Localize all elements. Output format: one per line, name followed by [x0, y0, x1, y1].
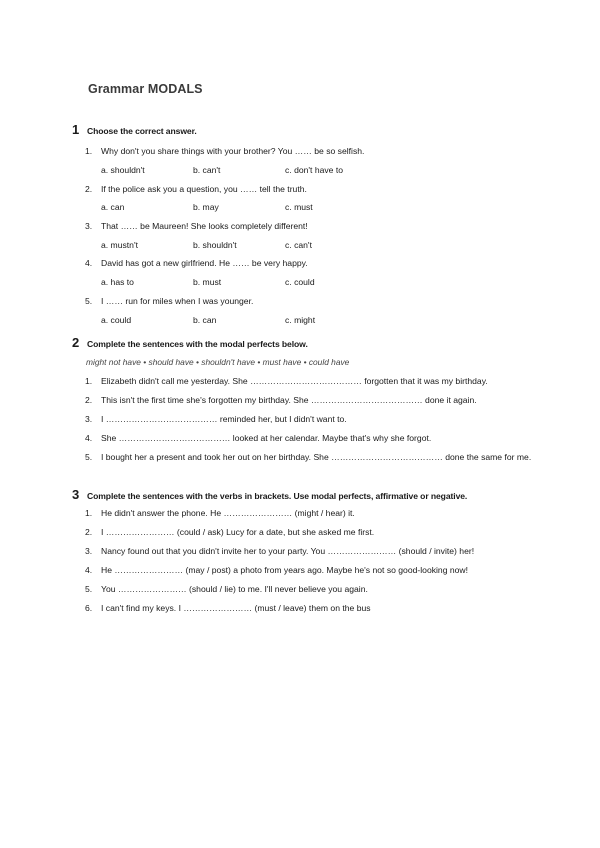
section-number: 3	[72, 487, 80, 502]
question-text: This isn't the first time she's forgotten my birthday. She ………………………………… done it again.	[101, 395, 477, 405]
question-text: He didn't answer the phone. He …………………… (might / hear) it.	[101, 508, 355, 518]
question-text: I ………………………………… reminded her, but I didn't want to.	[101, 414, 347, 424]
option-a[interactable]: a. mustn't	[101, 240, 138, 250]
question-number: 3.	[85, 414, 93, 424]
section-number: 1	[72, 122, 80, 137]
option-b[interactable]: b. can't	[193, 165, 221, 175]
question-number: 1.	[85, 508, 93, 518]
question-1-5	[85, 296, 535, 307]
word-box: might not have • should have • shouldn't have • must have • could have	[86, 357, 350, 367]
question-number: 3.	[85, 546, 93, 556]
question-1-3	[85, 221, 535, 232]
question-number: 2.	[85, 527, 93, 537]
question-number: 3.	[85, 221, 93, 231]
question-text: Why don't you share things with your brother? You …… be so selfish.	[101, 146, 365, 156]
options-1-4	[101, 277, 377, 287]
option-b[interactable]: b. must	[193, 277, 222, 287]
option-c[interactable]: c. don't have to	[285, 165, 344, 175]
question-number: 2.	[85, 395, 93, 405]
question-number: 5.	[85, 584, 93, 594]
question-3-6	[85, 603, 535, 614]
option-a[interactable]: a. shouldn't	[101, 165, 145, 175]
question-number: 5.	[85, 452, 93, 462]
question-1-1	[85, 146, 535, 157]
question-text: Nancy found out that you didn't invite her to your party. You …………………… (should / invite) her!	[101, 546, 475, 556]
question-text: David has got a new girlfriend. He …… be very happy.	[101, 258, 308, 268]
question-text: He …………………… (may / post) a photo from years ago. Maybe he's not so good-looking now!	[101, 565, 469, 575]
question-3-2	[85, 527, 535, 538]
page-title: Grammar MODALS	[88, 82, 203, 96]
options-1-5	[101, 315, 377, 325]
question-number: 6.	[85, 603, 93, 613]
section-2-header	[72, 335, 308, 350]
question-3-5	[85, 584, 535, 595]
question-3-1	[85, 508, 535, 519]
question-2-4	[85, 433, 535, 444]
question-text: She ………………………………… looked at her calendar. Maybe that's why she forgot.	[101, 433, 432, 443]
option-a[interactable]: a. could	[101, 315, 132, 325]
question-number: 4.	[85, 565, 93, 575]
section-instruction: Complete the sentences with the modal perfects below.	[87, 339, 308, 349]
question-text: I …………………… (could / ask) Lucy for a date, but she asked me first.	[101, 527, 375, 537]
question-text: I bought her a present and took her out on her birthday. She ………………………………… done the same for me.	[101, 452, 532, 462]
option-c[interactable]: c. might	[285, 315, 316, 325]
option-b[interactable]: b. can	[193, 315, 217, 325]
option-c[interactable]: c. could	[285, 277, 315, 287]
question-text: If the police ask you a question, you …… tell the truth.	[101, 184, 307, 194]
option-b[interactable]: b. shouldn't	[193, 240, 237, 250]
options-1-1	[101, 165, 377, 175]
question-2-3	[85, 414, 535, 425]
option-c[interactable]: c. must	[285, 202, 313, 212]
question-text: I can't find my keys. I …………………… (must / leave) them on the bus	[101, 603, 371, 613]
option-a[interactable]: a. has to	[101, 277, 134, 287]
section-instruction: Choose the correct answer.	[87, 126, 197, 136]
question-1-4	[85, 258, 535, 269]
section-number: 2	[72, 335, 80, 350]
question-number: 1.	[85, 376, 93, 386]
question-3-3	[85, 546, 535, 557]
question-number: 5.	[85, 296, 93, 306]
question-number: 4.	[85, 258, 93, 268]
option-b[interactable]: b. may	[193, 202, 219, 212]
question-text: I …… run for miles when I was younger.	[101, 296, 254, 306]
question-number: 4.	[85, 433, 93, 443]
question-number: 1.	[85, 146, 93, 156]
option-a[interactable]: a. can	[101, 202, 125, 212]
question-text: You …………………… (should / lie) to me. I'll never believe you again.	[101, 584, 368, 594]
question-text: Elizabeth didn't call me yesterday. She ………………………………… forgotten that it was my birthday.	[101, 376, 488, 386]
section-3-header	[72, 487, 467, 502]
section-instruction: Complete the sentences with the verbs in brackets. Use modal perfects, affirmative or negative.	[87, 491, 468, 501]
option-c[interactable]: c. can't	[285, 240, 312, 250]
question-text: That …… be Maureen! She looks completely different!	[101, 221, 308, 231]
options-1-2	[101, 202, 377, 212]
question-1-2	[85, 184, 535, 195]
question-number: 2.	[85, 184, 93, 194]
question-2-1	[85, 376, 535, 387]
section-1-header	[72, 122, 197, 137]
question-3-4	[85, 565, 535, 576]
question-2-5	[85, 452, 535, 463]
options-1-3	[101, 240, 377, 250]
question-2-2	[85, 395, 535, 406]
